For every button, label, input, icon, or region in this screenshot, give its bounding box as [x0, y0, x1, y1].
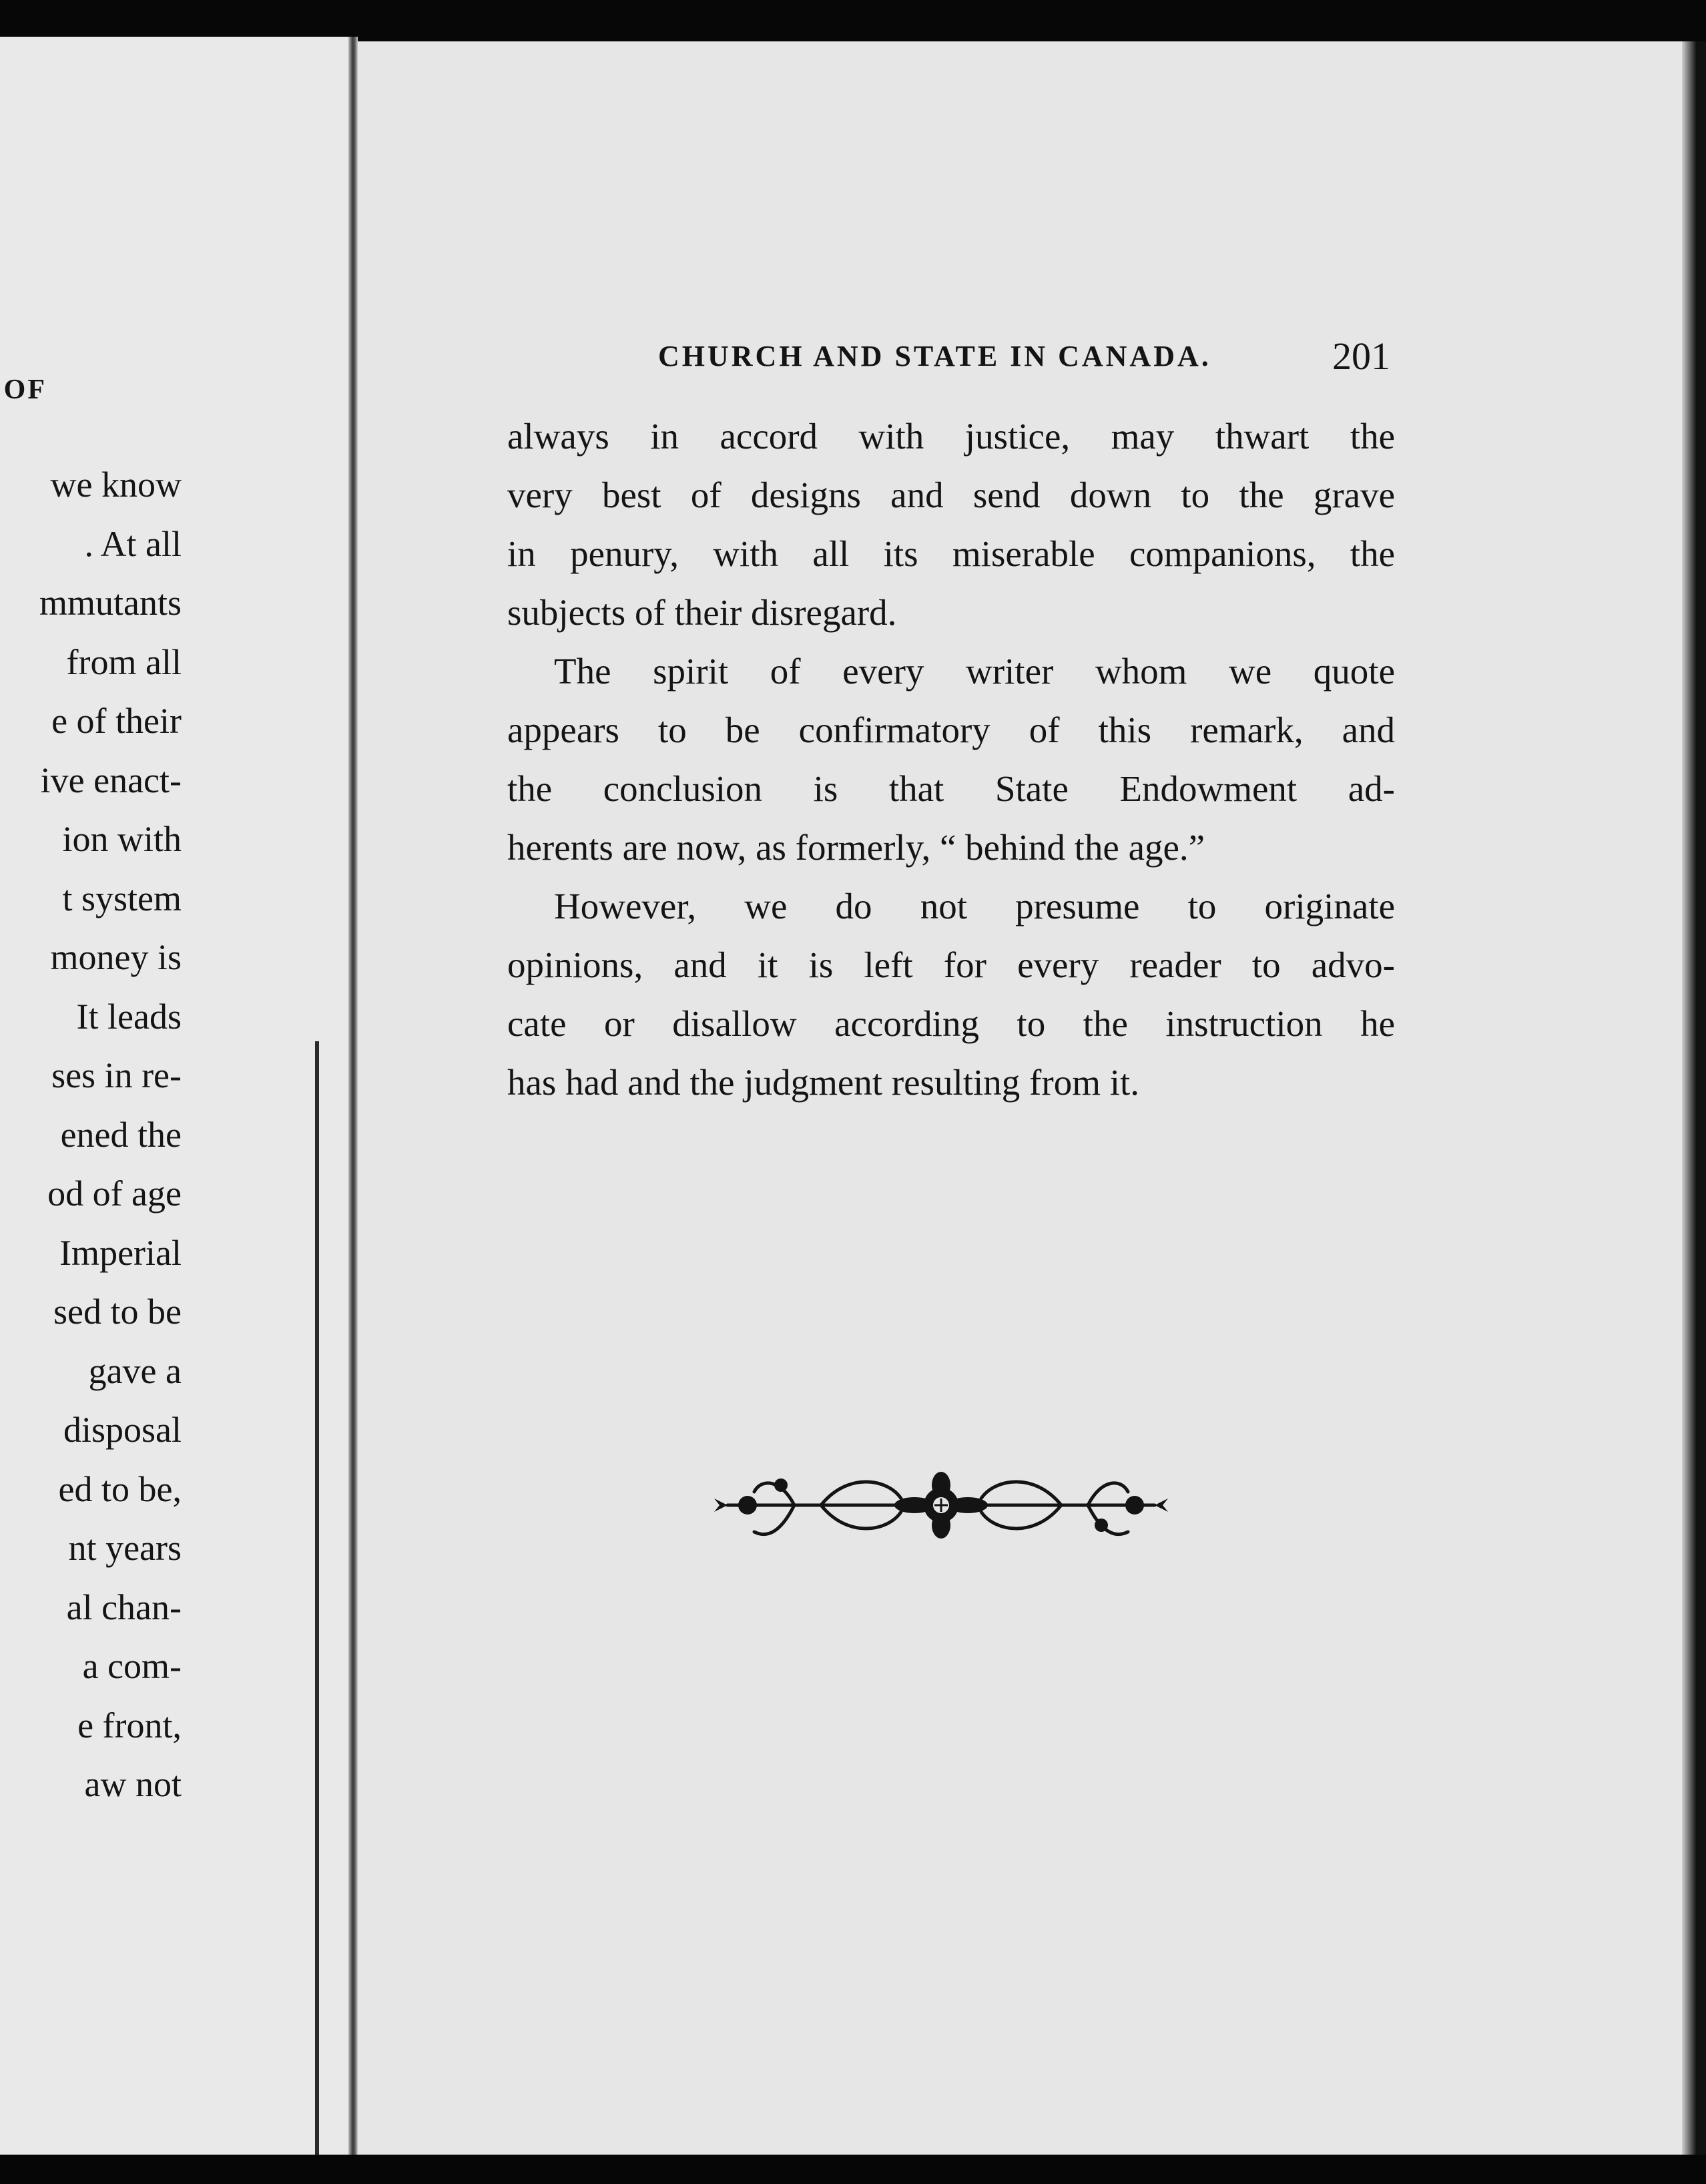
left-page-line: ses in re- — [51, 1055, 182, 1095]
left-page-line: disposal — [63, 1410, 182, 1450]
page-edge-shadow — [315, 1041, 319, 2155]
book-gutter — [348, 37, 358, 2156]
left-page-line: money is — [50, 937, 182, 977]
text-line: subjects of their disregard. — [507, 592, 897, 633]
decorative-ornament-icon — [714, 1458, 1168, 1552]
page-number: 201 — [1332, 334, 1390, 378]
left-page-line: al chan- — [66, 1587, 182, 1627]
body-text — [507, 407, 1395, 1112]
left-page-line: we know — [50, 465, 182, 505]
left-page-line: a com- — [82, 1646, 182, 1686]
text-line: always in accord with justice, may thwart the — [507, 416, 1395, 457]
left-page-line: nt years — [68, 1528, 182, 1568]
scan-top-border — [0, 0, 1706, 41]
left-page-line: e front, — [77, 1705, 182, 1745]
text-line: the conclusion is that State Endowment ad- — [507, 768, 1395, 809]
left-page-line: mmutants — [39, 583, 182, 623]
left-running-head-fragment: OF — [3, 374, 47, 405]
left-page-line: It leads — [76, 996, 182, 1037]
text-line: in penury, with all its miserable companions, the — [507, 533, 1395, 574]
paragraph — [507, 642, 1395, 877]
text-line: has had and the judgment resulting from it. — [507, 1062, 1140, 1103]
running-head: CHURCH AND STATE IN CANADA. — [658, 340, 1211, 372]
text-line: herents are now, as formerly, “ behind the age.” — [507, 827, 1205, 868]
left-page-line: od of age — [47, 1173, 182, 1213]
left-page-line: ed to be, — [58, 1468, 182, 1509]
paragraph — [507, 877, 1395, 1112]
text-line: opinions, and it is left for every reader to advo- — [507, 944, 1395, 985]
left-page-line: Imperial — [59, 1232, 182, 1273]
left-page-line: gave a — [88, 1350, 182, 1391]
page-edge-shadow-right — [1682, 41, 1706, 2155]
left-page-line: ened the — [60, 1114, 182, 1155]
paragraph — [507, 407, 1395, 642]
text-line: However, we do not presume to originate — [554, 886, 1395, 926]
left-page-line: e of their — [51, 701, 182, 741]
left-page-line: ion with — [62, 819, 182, 859]
left-page — [0, 37, 348, 2156]
text-line: cate or disallow according to the instruction he — [507, 1003, 1395, 1044]
left-page-line: from all — [66, 641, 182, 682]
left-page-line: sed to be — [53, 1292, 182, 1332]
text-line: appears to be confirmatory of this remark, and — [507, 710, 1395, 750]
scan-bottom-border — [0, 2155, 1706, 2184]
text-line: The spirit of every writer whom we quote — [554, 651, 1395, 692]
left-page-line: aw not — [84, 1764, 182, 1804]
left-page-line: . At all — [84, 523, 182, 564]
left-page-line: ive enact- — [40, 760, 182, 800]
text-line: very best of designs and send down to the grave — [507, 475, 1395, 515]
left-page-line: t system — [62, 878, 182, 918]
page-header — [658, 334, 1392, 380]
